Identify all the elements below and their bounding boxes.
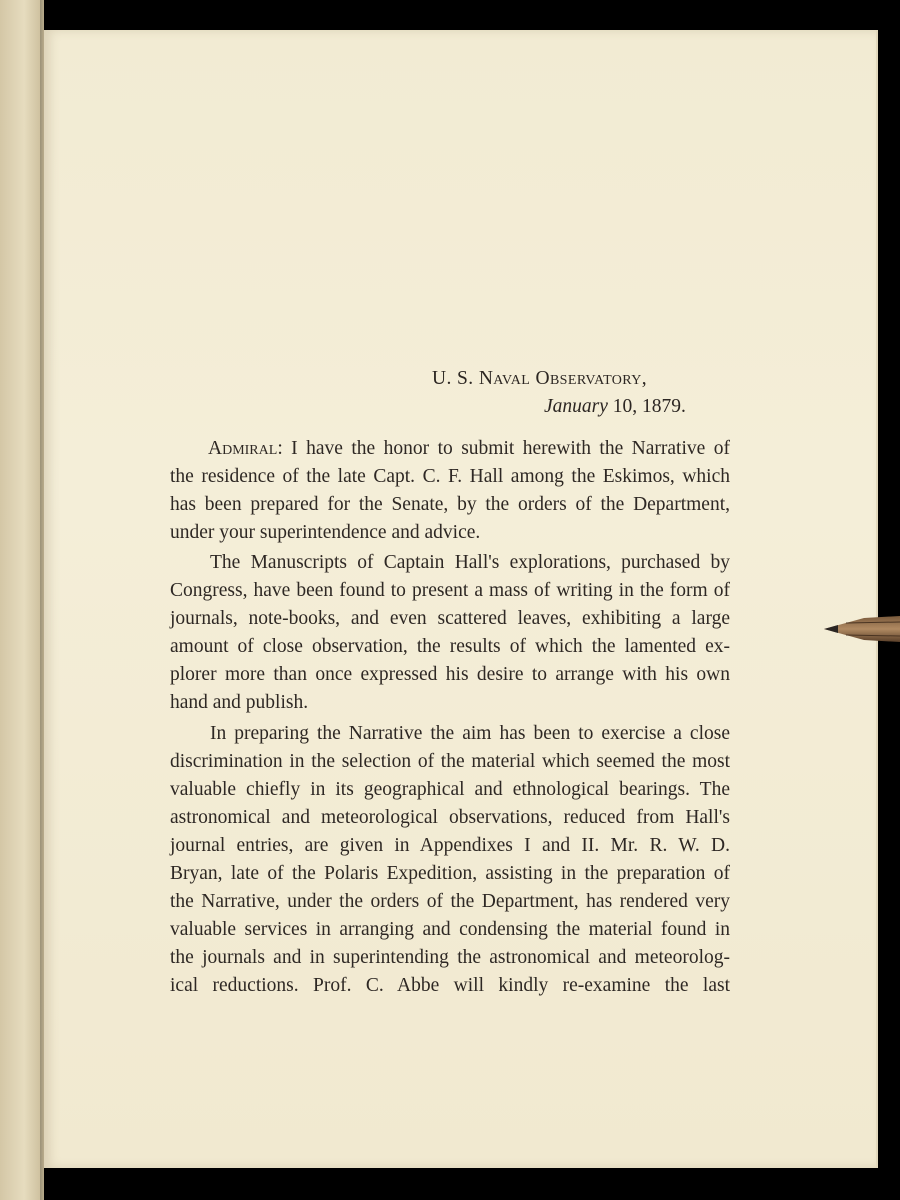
paragraph-3-line-6: Bryan, late of the Polaris Expedition, assisting in the preparation of [170,863,730,884]
paragraph-2-line-6: hand and publish. [170,692,309,713]
paragraph-2-line-4: amount of close observation, the results of which the lamented ex- [170,636,730,657]
paragraph-3-line-9: the journals and in superintending the astronomical and meteorolog- [170,947,730,968]
paragraph-3-line-5: journal entries, are given in Appendixes I and II. Mr. R. W. D. [170,835,730,856]
paragraph-3-line-4: astronomical and meteorological observations, reduced from Hall's [170,807,730,828]
paragraph-2-line-1: The Manuscripts of Captain Hall's explorations, purchased by [210,552,730,573]
letter-date: January 10, 1879. [544,396,686,417]
paragraph-1-line-2: the residence of the late Capt. C. F. Hall among the Eskimos, which [170,466,730,487]
paragraph-3-line-2: discrimination in the selection of the material which seemed the most [170,751,730,772]
paragraph-2-line-3: journals, note-books, and even scattered leaves, exhibiting a large [170,608,730,629]
salutation: Admiral [208,438,278,459]
facing-page-edge [0,0,44,1200]
letter-heading: U. S. Naval Observatory, [432,368,648,389]
paragraph-1-line-1: Admiral: I have the honor to submit herewith the Narrative of [208,438,730,459]
paragraph-2-line-2: Congress, have been found to present a mass of writing in the form of [170,580,730,601]
paragraph-3-line-1: In preparing the Narrative the aim has been to exercise a close [210,723,730,744]
paragraph-3-line-8: valuable services in arranging and condensing the material found in [170,919,730,940]
paragraph-1-line-3: has been prepared for the Senate, by the orders of the Department, [170,494,730,515]
pencil-tip [824,614,900,644]
paragraph-3-line-3: valuable chiefly in its geographical and ethnological bearings. The [170,779,730,800]
paragraph-1-line-4: under your superintendence and advice. [170,522,481,543]
paragraph-2-line-5: plorer more than once expressed his desire to arrange with his own [170,664,730,685]
paragraph-3-line-10: ical reductions. Prof. C. Abbe will kindly re-examine the last [170,975,730,996]
paragraph-3-line-7: the Narrative, under the orders of the Department, has rendered very [170,891,730,912]
